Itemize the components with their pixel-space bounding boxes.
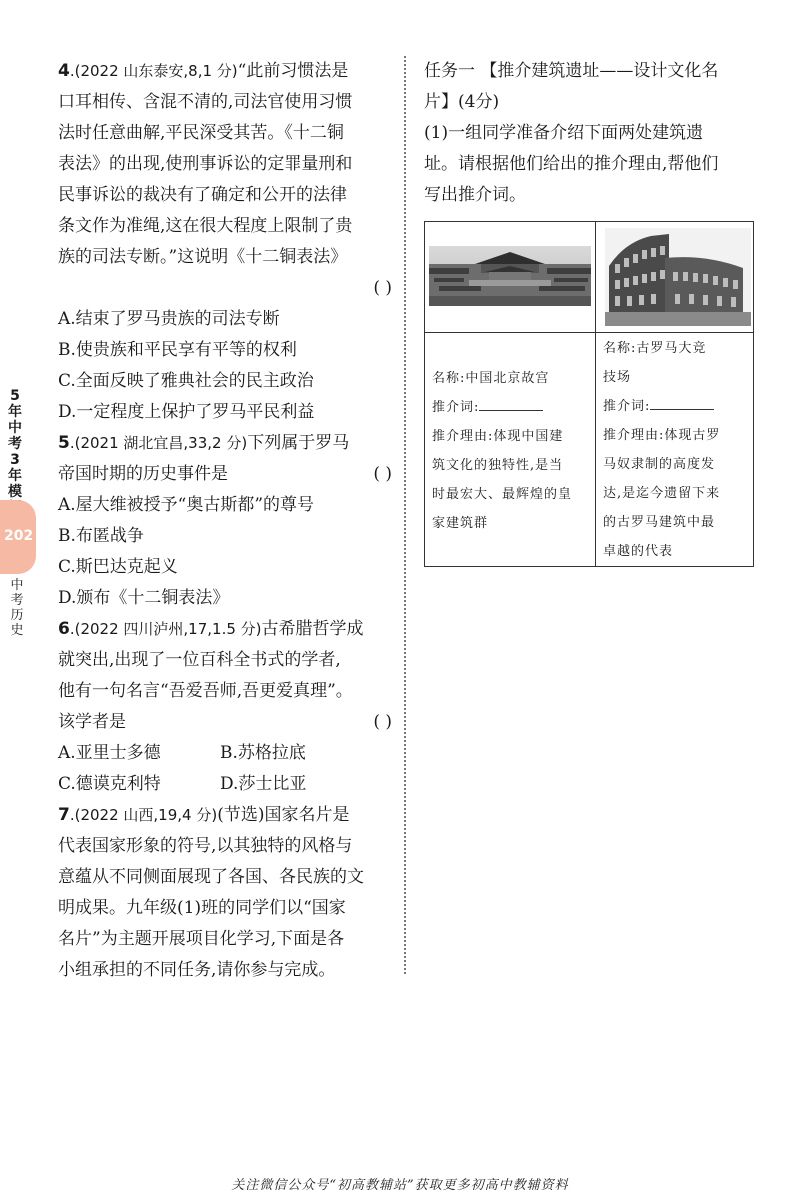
series-title: 5年中考3年模 [8,388,22,500]
option-b[interactable]: B.布匿战争 [58,526,144,546]
stem-line: 就突出,出现了一位百科全书式的学者, [58,650,341,670]
question-source: .(2021 湖北宜昌,33,2 分) [69,434,248,452]
option-c[interactable]: C.全面反映了雅典社会的民主政治 [58,371,314,391]
site-name: 技场 [603,370,632,385]
option-a[interactable]: A.亚里士多德 [58,743,161,763]
stem-line: 法时任意曲解,平民深受其苦。《十二铜 [58,123,344,143]
reason-line: 时最宏大、最辉煌的皇 [432,487,573,502]
question-number: 7 [58,805,70,825]
site-name: 名称:中国北京故宫 [432,371,550,386]
stem-line: 意蕴从不同侧面展现了各国、各民族的文 [58,867,364,887]
question-number: 4 [58,61,70,81]
stem-line: 帝国时期的历史事件是 [58,464,228,484]
question-6 [58,614,398,800]
stem-line: 条文作为准绳,这在很大程度上限制了贵 [58,216,353,236]
stem-line: 口耳相传、含混不清的,司法官使用习惯 [58,92,353,112]
option-b[interactable]: B.使贵族和平民享有平等的权利 [58,340,297,360]
reason-line: 推介理由:体现古罗 [603,428,721,443]
stem-line: (节选)国家名片是 [217,805,350,825]
task-title-line: 片】(4分) [424,92,500,112]
stem-line: 明成果。九年级(1)班的同学们以“国家 [58,898,346,918]
footer-note: 关注微信公众号“初高教辅站”获取更多初高中教辅资料 [231,1178,569,1193]
question-source: .(2022 四川泸州,17,1.5 分) [69,620,262,638]
reason-line: 推介理由:体现中国建 [432,429,564,444]
reason-line: 达,是迄今遗留下来 [603,486,721,501]
reason-line: 卓越的代表 [603,544,674,559]
option-a[interactable]: A.结束了罗马贵族的司法专断 [58,309,280,329]
question-number: 6 [58,619,70,639]
recommend-blank[interactable] [479,396,543,411]
colosseum-info [603,334,751,566]
recommend-label: 推介词: [603,399,651,414]
site-name: 名称:古罗马大竞 [603,341,707,356]
sub-question-line: 写出推介词。 [424,185,526,205]
question-5 [58,428,398,614]
stem-line: 下列属于罗马 [247,433,350,453]
option-d[interactable]: D.莎士比亚 [220,774,307,794]
question-number: 5 [58,433,70,453]
option-c[interactable]: C.德谟克利特 [58,774,161,794]
right-column [424,56,758,567]
question-source: .(2022 山西,19,4 分) [69,806,218,824]
answer-parentheses[interactable]: ( ) [373,278,392,298]
answer-parentheses[interactable]: ( ) [373,464,392,484]
stem-line: 名片”为主题开展项目化学习,下面是各 [58,929,345,949]
option-a[interactable]: A.屋大维被授予“奥古斯都”的尊号 [58,495,315,515]
subject-label: 中考历史 [10,578,24,638]
stem-line: “此前习惯法是 [237,61,349,81]
stem-line: 古希腊哲学成 [261,619,364,639]
question-7 [58,800,398,986]
sites-table [424,221,754,567]
forbidden-city-info [432,364,592,538]
stem-line: 民事诉讼的裁决有了确定和公开的法律 [58,185,347,205]
reason-line: 家建筑群 [432,516,489,531]
sub-question-line: 址。请根据他们给出的推介理由,帮他们 [424,154,719,174]
stem-line: 代表国家形象的符号,以其独特的风格与 [58,836,353,856]
reason-line: 的古罗马建筑中最 [603,515,716,530]
column-divider [404,56,406,974]
option-d[interactable]: D.一定程度上保护了罗马平民利益 [58,402,315,422]
answer-parentheses[interactable]: ( ) [373,712,392,732]
reason-line: 筑文化的独特性,是当 [432,458,564,473]
stem-line: 该学者是 [58,712,126,732]
option-b[interactable]: B.苏格拉底 [220,743,306,763]
recommend-blank[interactable] [650,395,714,410]
question-4 [58,56,398,428]
option-c[interactable]: C.斯巴达克起义 [58,557,178,577]
reason-line: 马奴隶制的高度发 [603,457,716,472]
page-sidebar [0,0,44,1198]
task-title-line: 任务一 【推介建筑遗址——设计文化名 [424,61,719,81]
page-number: 202 [4,528,34,544]
stem-line: 族的司法专断。”这说明《十二铜表法》 [58,247,348,267]
sub-question-line: (1)一组同学准备介绍下面两处建筑遗 [424,123,704,143]
stem-line: 他有一句名言“吾爱吾师,吾更爱真理”。 [58,681,353,701]
colosseum-photo [605,228,751,326]
stem-line: 小组承担的不同任务,请你参与完成。 [58,960,336,980]
forbidden-city-photo [429,246,591,306]
recommend-label: 推介词: [432,400,480,415]
option-d[interactable]: D.颁布《十二铜表法》 [58,588,230,608]
question-source: .(2022 山东泰安,8,1 分) [69,62,238,80]
stem-line: 表法》的出现,使刑事诉讼的定罪量刑和 [58,154,353,174]
left-column [58,56,398,986]
